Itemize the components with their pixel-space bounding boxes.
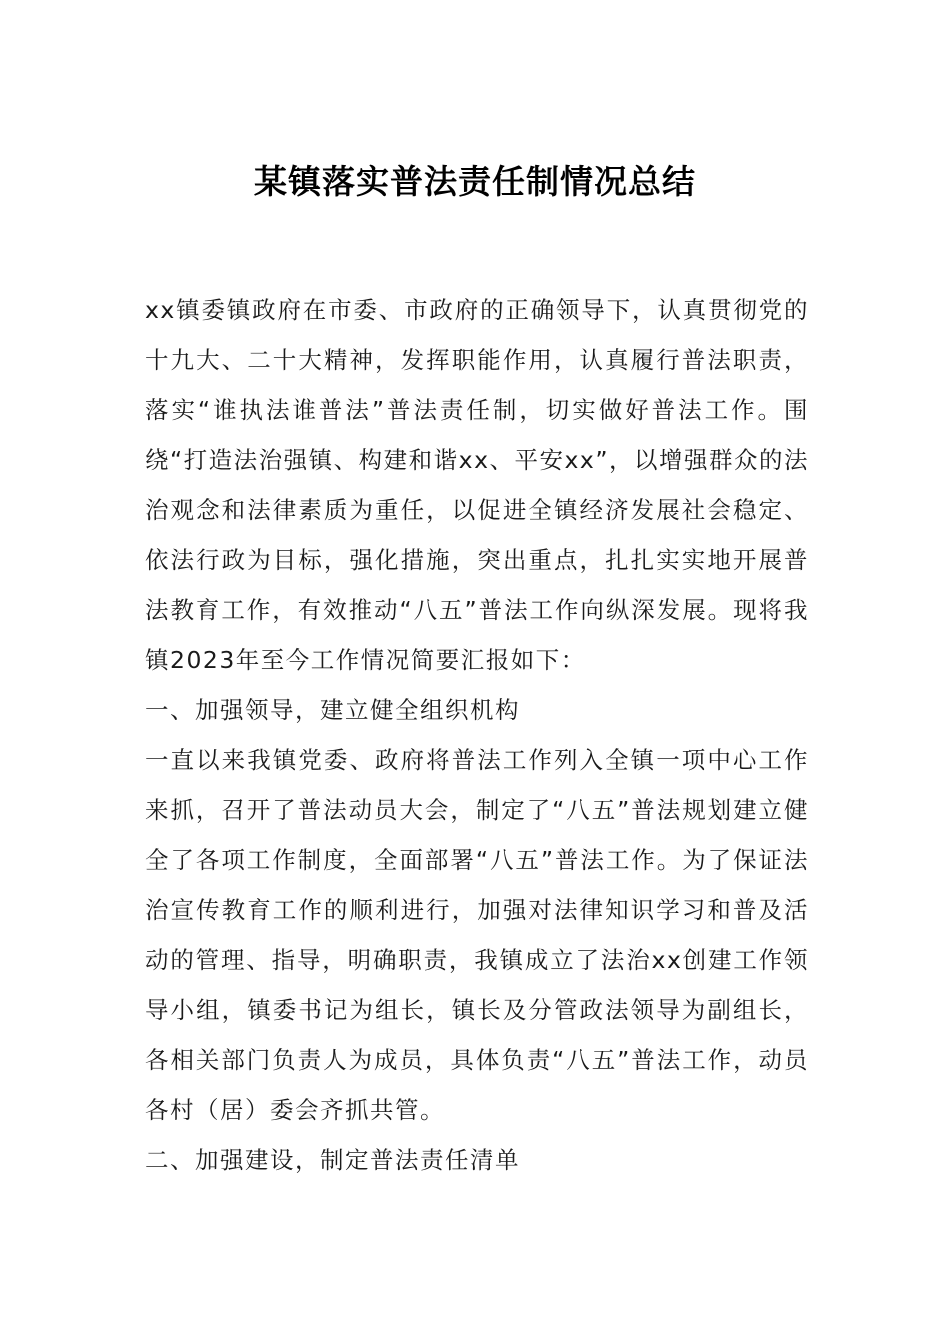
document-title: 某镇落实普法责任制情况总结	[254, 162, 696, 201]
intro-paragraph: xx镇委镇政府在市委、市政府的正确领导下，认真贯彻党的十九大、二十大精神，发挥职能作用，认真履行普法职责，落实“谁执法谁普法”普法责任制，切实做好普法工作。围绕“打造法治强镇、构建和谐xx、平安xx”，以增强群众的法治观念和法律素质为重任，以促进全镇经济发展社会稳定、依法行政为目标，强化措施，突出重点，扎扎实实地开展普法教育工作，有效推动“八五”普法工作向纵深发展。现将我镇2023年至今工作情况简要汇报如下：	[145, 296, 809, 674]
section-heading-1: 一、加强领导，建立健全组织机构	[145, 696, 520, 724]
document-body	[145, 285, 809, 1185]
section-1-paragraph: 一直以来我镇党委、政府将普法工作列入全镇一项中心工作来抓，召开了普法动员大会，制定了“八五”普法规划建立健全了各项工作制度，全面部署“八五”普法工作。为了保证法治宣传教育工作的顺利进行，加强对法律知识学习和普及活动的管理、指导，明确职责，我镇成立了法治xx创建工作领导小组，镇委书记为组长，镇长及分管政法领导为副组长，各相关部门负责人为成员，具体负责“八五”普法工作，动员各村（居）委会齐抓共管。	[145, 746, 809, 1124]
section-heading-2: 二、加强建设，制定普法责任清单	[145, 1146, 520, 1174]
